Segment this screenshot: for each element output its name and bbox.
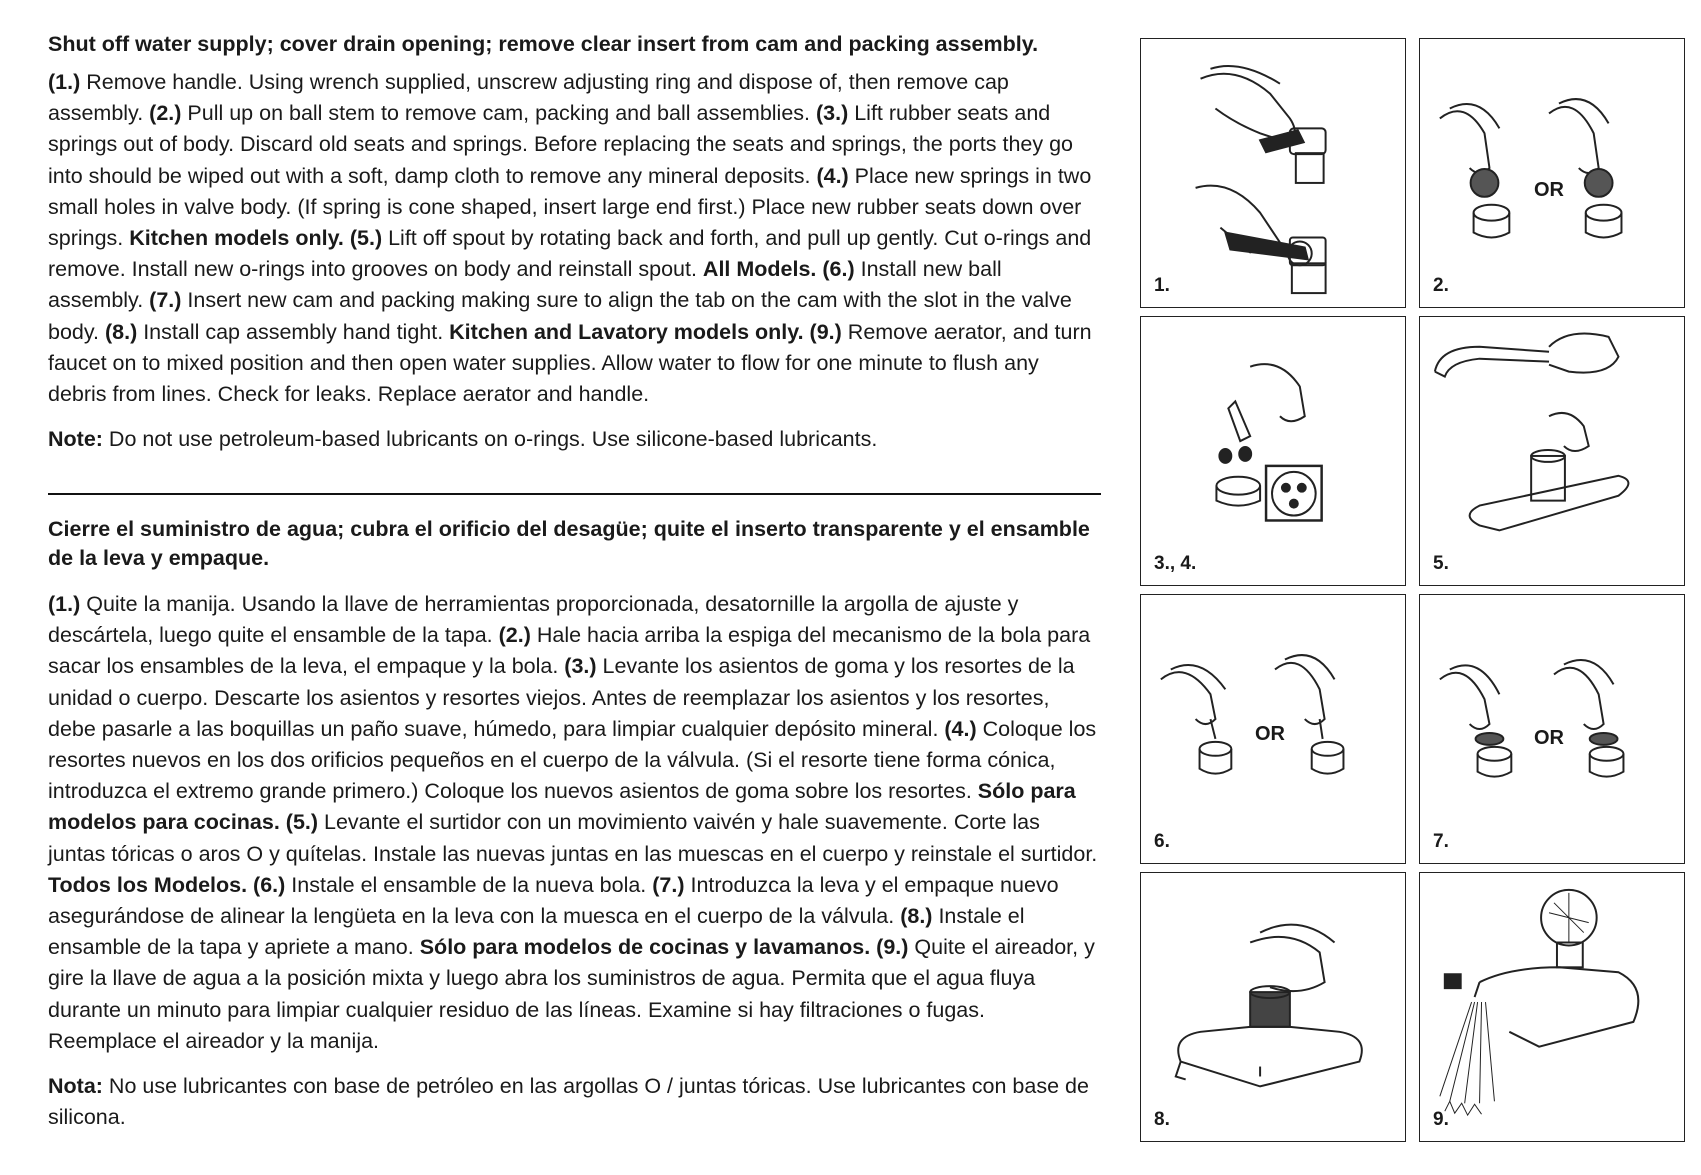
step-text: Remove aerator, and turn faucet on to mixed position and then open water supplies. Allow water to flow for one minute to flush any debris from lines. Check for leaks. Replace aerator and handle. xyxy=(48,319,1092,407)
step-marker: (3.) xyxy=(816,101,849,126)
step-marker: (4.) xyxy=(944,716,977,741)
step-9-panel xyxy=(1419,872,1685,1142)
step-marker: (8.) xyxy=(104,319,138,344)
step-marker: Todos los Modelos. (6.) xyxy=(48,872,286,897)
step-7-label: 7. xyxy=(1433,831,1449,852)
step-6-panel xyxy=(1140,594,1406,864)
spanish-note-label: Nota: xyxy=(48,1074,103,1099)
wrench-unscrew-illustration xyxy=(1141,39,1405,307)
step-2-label: 2. xyxy=(1433,275,1449,296)
english-note-text: Do not use petroleum-based lubricants on o-rings. Use silicone-based lubricants. xyxy=(102,427,878,452)
english-note xyxy=(48,424,1098,455)
step-marker: (7.) xyxy=(149,288,182,313)
step-text: Quite el aireador, y gire la llave de agua a la posición mixta y luego abra los suministros de agua. Permita que el agua fluya durante un minuto para limpiar cualquier residuo de las líneas. Examine si hay filtraciones o fugas. Reemplace el aireador y la manija. xyxy=(48,935,1095,1053)
step-5-label: 5. xyxy=(1433,553,1449,574)
cap-assembly-tighten-illustration xyxy=(1141,873,1405,1141)
spout-removal-illustration xyxy=(1420,317,1684,585)
spanish-section xyxy=(48,515,1098,1133)
illustration-grid xyxy=(1140,38,1685,1140)
english-heading: Shut off water supply; cover drain opening; remove clear insert from cam and packing assembly. xyxy=(48,32,1039,56)
step-text: Hale hacia arriba la espiga del mecanismo de la bola para sacar los ensambles de la leva, el empaque y la bola. xyxy=(48,623,1091,679)
step-text: Pull up on ball stem to remove cam, packing and ball assemblies. xyxy=(181,101,816,126)
step-text: Instale el ensamble de la tapa y apriete a mano. xyxy=(48,904,1025,960)
step-marker: (7.) xyxy=(652,872,685,897)
seats-springs-illustration xyxy=(1141,317,1405,585)
step-5-panel xyxy=(1419,316,1685,586)
step-marker: (8.) xyxy=(900,904,933,929)
step-text: Lift rubber seats and springs out of body. Discard old seats and springs. Before replacing the seats and springs, the ports they go into should be wiped out with a soft, damp cloth to remove any mineral deposits. xyxy=(48,101,1074,188)
step-text: Coloque los resortes nuevos en los dos orificios pequeños en el cuerpo de la válvula. (Si el resorte tiene forma cónica, introduzca el extremo grande primero.) Coloque los nuevos asientos de goma sobre los resortes. xyxy=(48,716,1097,804)
step-text: Install new ball assembly. xyxy=(48,257,1002,313)
step-marker: (3.) xyxy=(564,654,597,679)
step-8-label: 8. xyxy=(1154,1109,1170,1130)
step-2-or: OR xyxy=(1534,179,1564,201)
step-marker: All Models. (6.) xyxy=(702,257,855,282)
step-6-label: 6. xyxy=(1154,831,1170,852)
ball-stem-removal-illustration xyxy=(1420,39,1684,307)
spanish-instructions xyxy=(48,589,1098,1057)
step-marker: (4.) xyxy=(816,163,849,188)
step-text: Remove handle. Using wrench supplied, unscrew adjusting ring and dispose of, then remove cap assembly. xyxy=(48,70,1009,126)
step-marker: Kitchen models only. (5.) xyxy=(129,226,383,251)
step-8-panel xyxy=(1140,872,1406,1142)
step-text: Quite la manija. Usando la llave de herramientas proporcionada, desatornille la argolla de ajuste y descártela, luego quite el ensamble de la tapa. xyxy=(48,592,1019,648)
step-text: Lift off spout by rotating back and forth, and pull up gently. Cut o-rings and remove. Install new o-rings into grooves on body and reinstall spout. xyxy=(48,226,1092,282)
spanish-note-text: No use lubricantes con base de petróleo en las argollas O / juntas tóricas. Use lubricantes con base de silicona. xyxy=(48,1074,1089,1130)
step-7-panel xyxy=(1419,594,1685,864)
step-marker: (1.) xyxy=(48,70,81,94)
spanish-note xyxy=(48,1071,1098,1133)
step-text: Levante los asientos de goma y los resortes de la unidad o cuerpo. Descarte los asientos y resortes viejos. Antes de reemplazar los asientos y los resortes, debe pasarle a las boquillas un paño suave, húmedo, para limpiar cualquier depósito mineral. xyxy=(48,654,1075,741)
english-note-label: Note: xyxy=(48,427,103,452)
step-3-4-label: 3., 4. xyxy=(1154,553,1197,574)
step-3-4-panel xyxy=(1140,316,1406,586)
flush-lines-illustration xyxy=(1420,873,1684,1141)
english-instructions xyxy=(48,67,1098,410)
step-text: Introduzca la leva y el empaque nuevo asegurándose de alinear la lengüeta en la leva con la muesca en el cuerpo de la válvula. xyxy=(48,872,1059,929)
step-2-panel xyxy=(1419,38,1685,308)
section-divider xyxy=(48,493,1101,495)
step-marker: (2.) xyxy=(498,623,531,648)
spanish-heading: Cierre el suministro de agua; cubra el orificio del desagüe; quite el inserto transparente y el ensamble de la leva y empaque. xyxy=(48,517,1090,570)
step-text: Place new springs in two small holes in valve body. (If spring is cone shaped, insert large end first.) Place new rubber seats down over springs. xyxy=(48,163,1092,251)
step-text: Instale el ensamble de la nueva bola. xyxy=(285,872,653,897)
step-marker: Sólo para modelos de cocinas y lavamanos. (9.) xyxy=(419,935,909,960)
step-6-or: OR xyxy=(1255,723,1285,745)
step-text: Insert new cam and packing making sure to align the tab on the cam with the slot in the valve body. xyxy=(48,288,1072,344)
step-text: Levante el surtidor con un movimiento vaivén y hale suavemente. Corte las juntas tóricas o aros O y quítelas. Instale las nuevas juntas en las muescas en el cuerpo y reinstale el surtidor. xyxy=(48,810,1098,866)
step-1-label: 1. xyxy=(1154,275,1170,296)
english-section xyxy=(48,30,1098,455)
step-text: Install cap assembly hand tight. xyxy=(137,319,450,344)
step-1-panel xyxy=(1140,38,1406,308)
step-marker: Kitchen and Lavatory models only. (9.) xyxy=(449,319,842,344)
step-marker: (1.) xyxy=(48,592,81,616)
step-7-or: OR xyxy=(1534,727,1564,749)
step-9-label: 9. xyxy=(1433,1109,1449,1130)
step-marker: (2.) xyxy=(149,101,182,126)
step-marker: Sólo para modelos para cocinas. (5.) xyxy=(48,779,1076,835)
